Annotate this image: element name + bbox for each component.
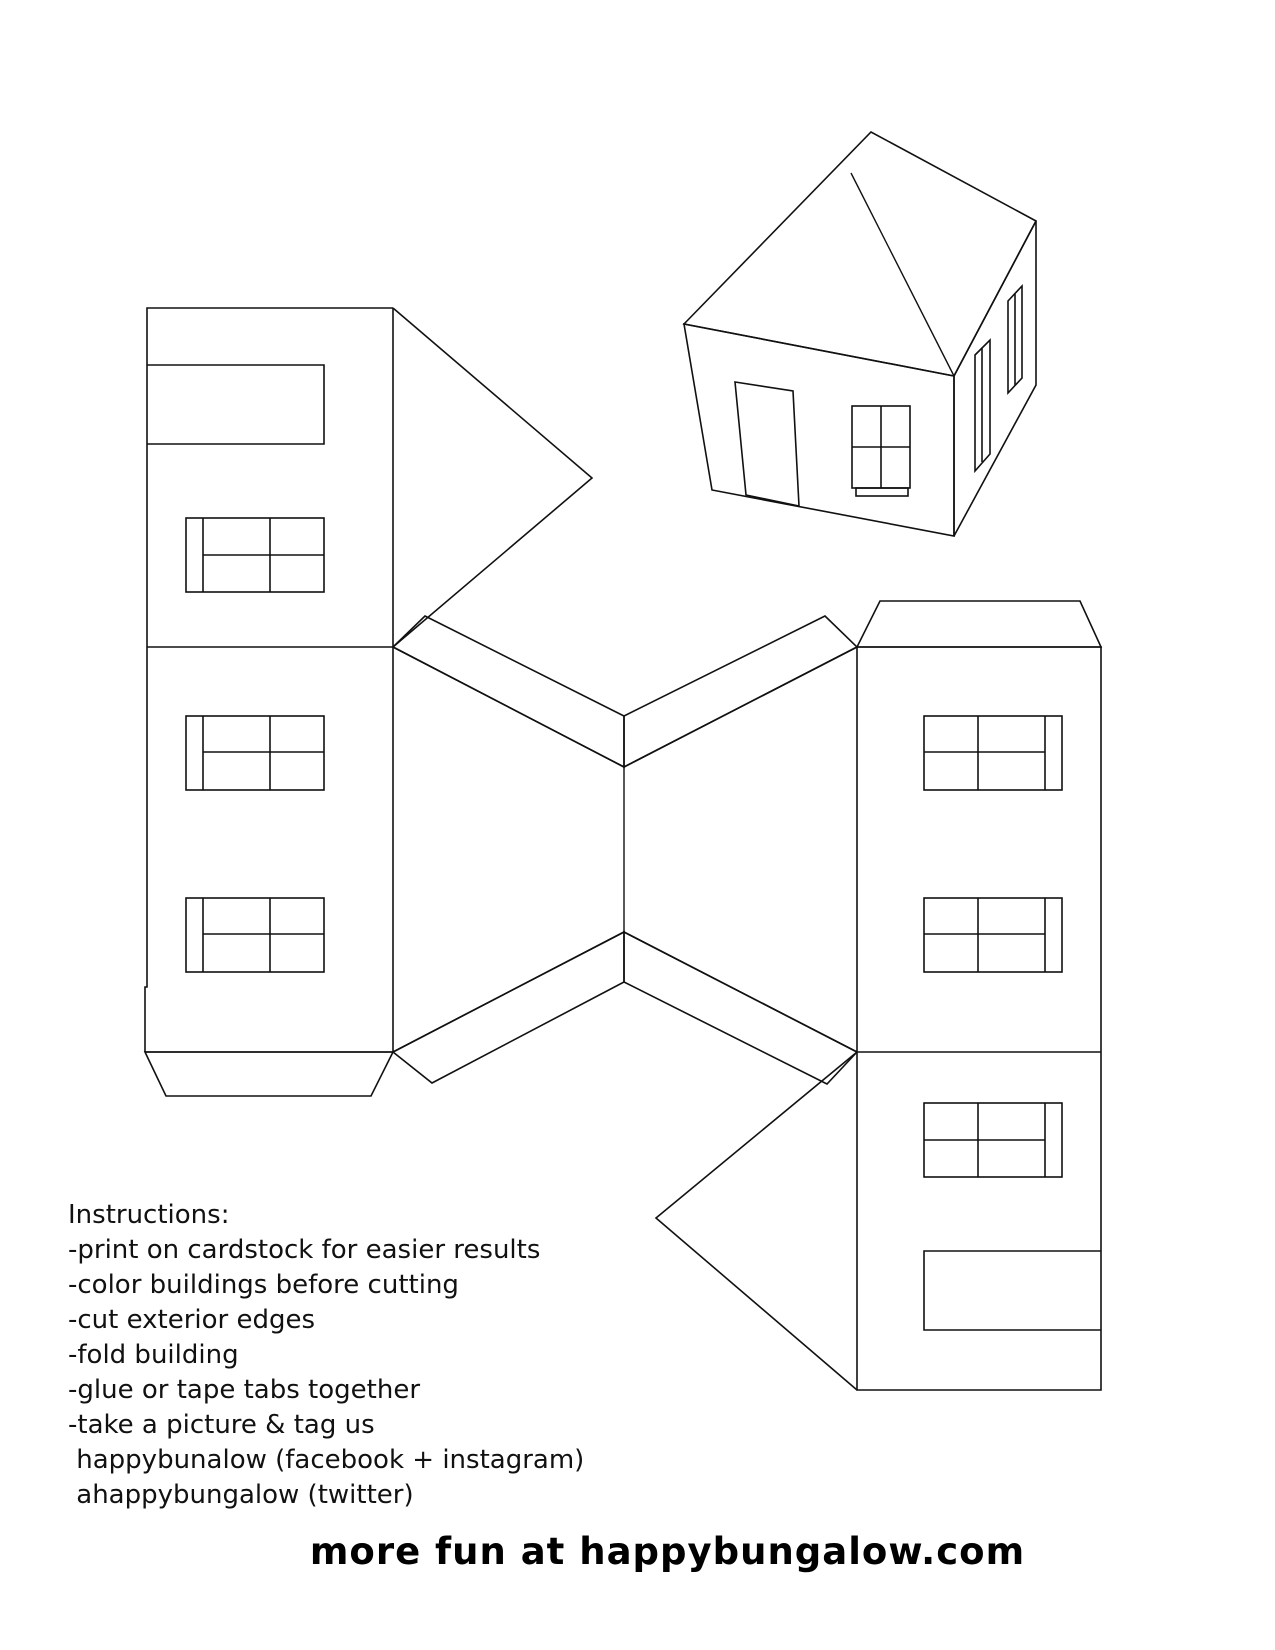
right-wall-panel [857,601,1101,1390]
left-window-2 [186,716,324,790]
instruction-step: -color buildings before cutting [68,1270,459,1300]
instructions-block [68,1198,584,1513]
center-top-right-tab [624,616,857,767]
house-side-window-1 [975,340,990,471]
left-wall-panel [145,308,393,1096]
left-window-1 [186,518,324,592]
center-bottom-left-tab [393,932,624,1083]
center-top-left-tab [393,616,624,767]
right-window-1 [924,716,1062,790]
right-window-3 [924,1103,1062,1177]
right-top-tab [857,601,1101,647]
instruction-step: -glue or tape tabs together [68,1375,421,1405]
right-roof-triangle [656,1052,857,1390]
right-window-2 [924,898,1062,972]
right-door-rectangle [924,1251,1101,1330]
center-roof-panels [393,616,857,1084]
social-handle: happybunalow (facebook + instagram) [68,1445,585,1475]
house-door [735,382,799,506]
left-window-3 [186,898,324,972]
instructions-heading: Instructions: [68,1200,230,1230]
house-roof [684,132,1036,376]
social-handle: ahappybungalow (twitter) [68,1480,414,1510]
house-side-window-2 [1008,286,1022,393]
footer-link-text: more fun at happybungalow.com [309,1530,1026,1573]
instruction-step: -fold building [68,1340,239,1370]
instruction-step: -print on cardstock for easier results [68,1235,541,1265]
house-front-wall [684,324,954,536]
left-bottom-tab [145,1052,393,1096]
left-roof-triangle [393,308,592,647]
house-front-window [852,406,910,496]
house-side-wall [954,221,1036,536]
instruction-step: -take a picture & tag us [68,1410,375,1440]
center-bottom-right-tab [624,932,857,1084]
left-door-rectangle [147,365,324,444]
instruction-step: -cut exterior edges [68,1305,316,1335]
assembled-house-preview [684,132,1036,536]
